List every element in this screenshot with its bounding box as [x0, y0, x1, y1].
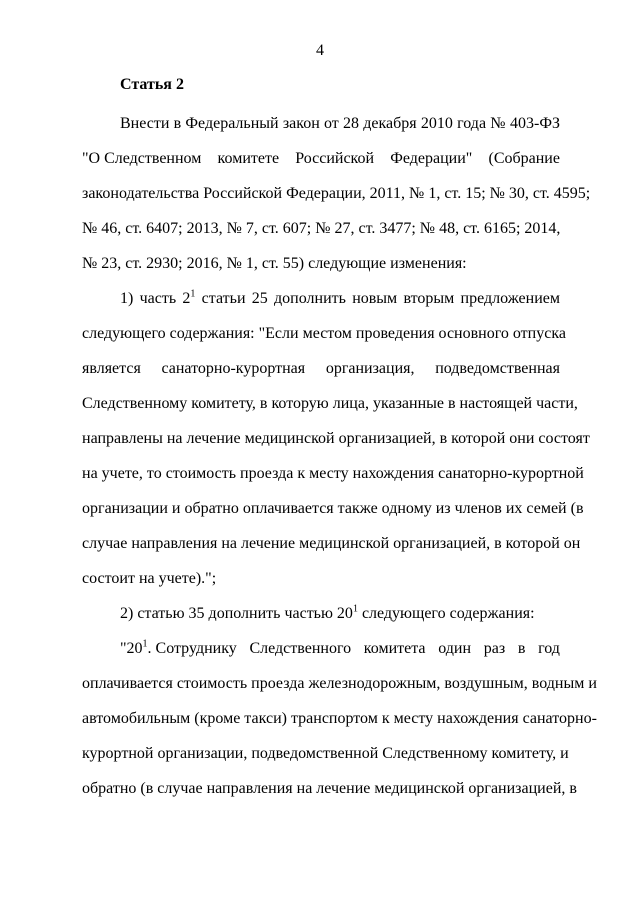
item1-line-7: организации и обратно оплачивается также одному из членов их семей (в [82, 500, 584, 517]
item1-line-8: случае направления на лечение медицинской организацией, в которой он [82, 535, 581, 552]
intro-line-2-word: Российской [295, 150, 375, 167]
intro-line-2-word: Федерации" [390, 150, 473, 167]
item1-line-1 [82, 289, 560, 309]
part20-line-1-word: раз [483, 640, 506, 657]
item1-line-9: состоит на учете)."; [82, 570, 217, 587]
article-heading: Статья 2 [120, 76, 184, 93]
part20-line-1-word [120, 639, 237, 659]
item1-line-3-word: организация, [325, 360, 415, 377]
superscript: 1 [190, 288, 196, 300]
intro-line-2-word: "О Следственном [82, 150, 202, 167]
item1-line-1-end: статьи 25 дополнить новым вторым предложением [195, 290, 560, 307]
part20-line-4: курортной организации, подведомственной Следственному комитету, и [82, 745, 569, 762]
item1-line-3-word: санаторно-курортная [161, 360, 306, 377]
part20-line-1-word: один [438, 640, 472, 657]
part20-line-1-first: . Сотруднику [147, 640, 237, 657]
part20-line-1-word: год [538, 640, 560, 657]
intro-line-2-word: комитете [217, 150, 280, 167]
item1-line-1-start: 1) часть 2 [120, 290, 191, 307]
item2-line-1-start: 2) статью 35 дополнить частью 20 [120, 605, 353, 622]
item1-line-2: следующего содержания: "Если местом проведения основного отпуска [82, 325, 566, 342]
intro-line-5: № 23, ст. 2930; 2016, № 1, ст. 55) следующие изменения: [82, 255, 467, 272]
part20-line-5: обратно (в случае направления на лечение медицинской организацией, в [82, 780, 577, 797]
item1-line-3-word: подведомственная [435, 360, 560, 377]
intro-line-4: № 46, ст. 6407; 2013, № 7, ст. 607; № 27, ст. 3477; № 48, ст. 6165; 2014, [82, 220, 561, 237]
item1-line-3 [82, 359, 560, 379]
item2-line-1 [82, 604, 560, 624]
part20-line-3: автомобильным (кроме такси) транспортом к месту нахождения санаторно- [82, 710, 597, 727]
part20-line-1-word: комитета [363, 640, 426, 657]
item1-line-4: Следственному комитету, в которую лица, указанные в настоящей части, [82, 395, 578, 412]
part20-line-1-word: Следственного [249, 640, 352, 657]
intro-line-2 [82, 149, 560, 169]
item2-line-1-end: следующего содержания: [357, 605, 535, 622]
intro-line-3: законодательства Российской Федерации, 2011, № 1, ст. 15; № 30, ст. 4595; [82, 185, 591, 202]
part20-line-1 [82, 639, 560, 659]
item1-line-5: направлены на лечение медицинской организацией, в которой они состоят [82, 430, 590, 447]
part20-line-2: оплачивается стоимость проезда железнодорожным, воздушным, водным и [82, 675, 597, 692]
part20-line-1-word: в [517, 640, 526, 657]
superscript: 1 [352, 603, 358, 615]
intro-line-2-word: (Собрание [488, 150, 560, 167]
item1-line-6: на учете, то стоимость проезда к месту нахождения санаторно-курортной [82, 465, 584, 482]
item1-line-3-word: является [82, 360, 141, 377]
superscript: 1 [142, 638, 148, 650]
page-number: 4 [316, 42, 324, 59]
intro-line-1: Внести в Федеральный закон от 28 декабря 2010 года № 403-ФЗ [120, 115, 560, 132]
part20-number: "20 [120, 640, 143, 657]
